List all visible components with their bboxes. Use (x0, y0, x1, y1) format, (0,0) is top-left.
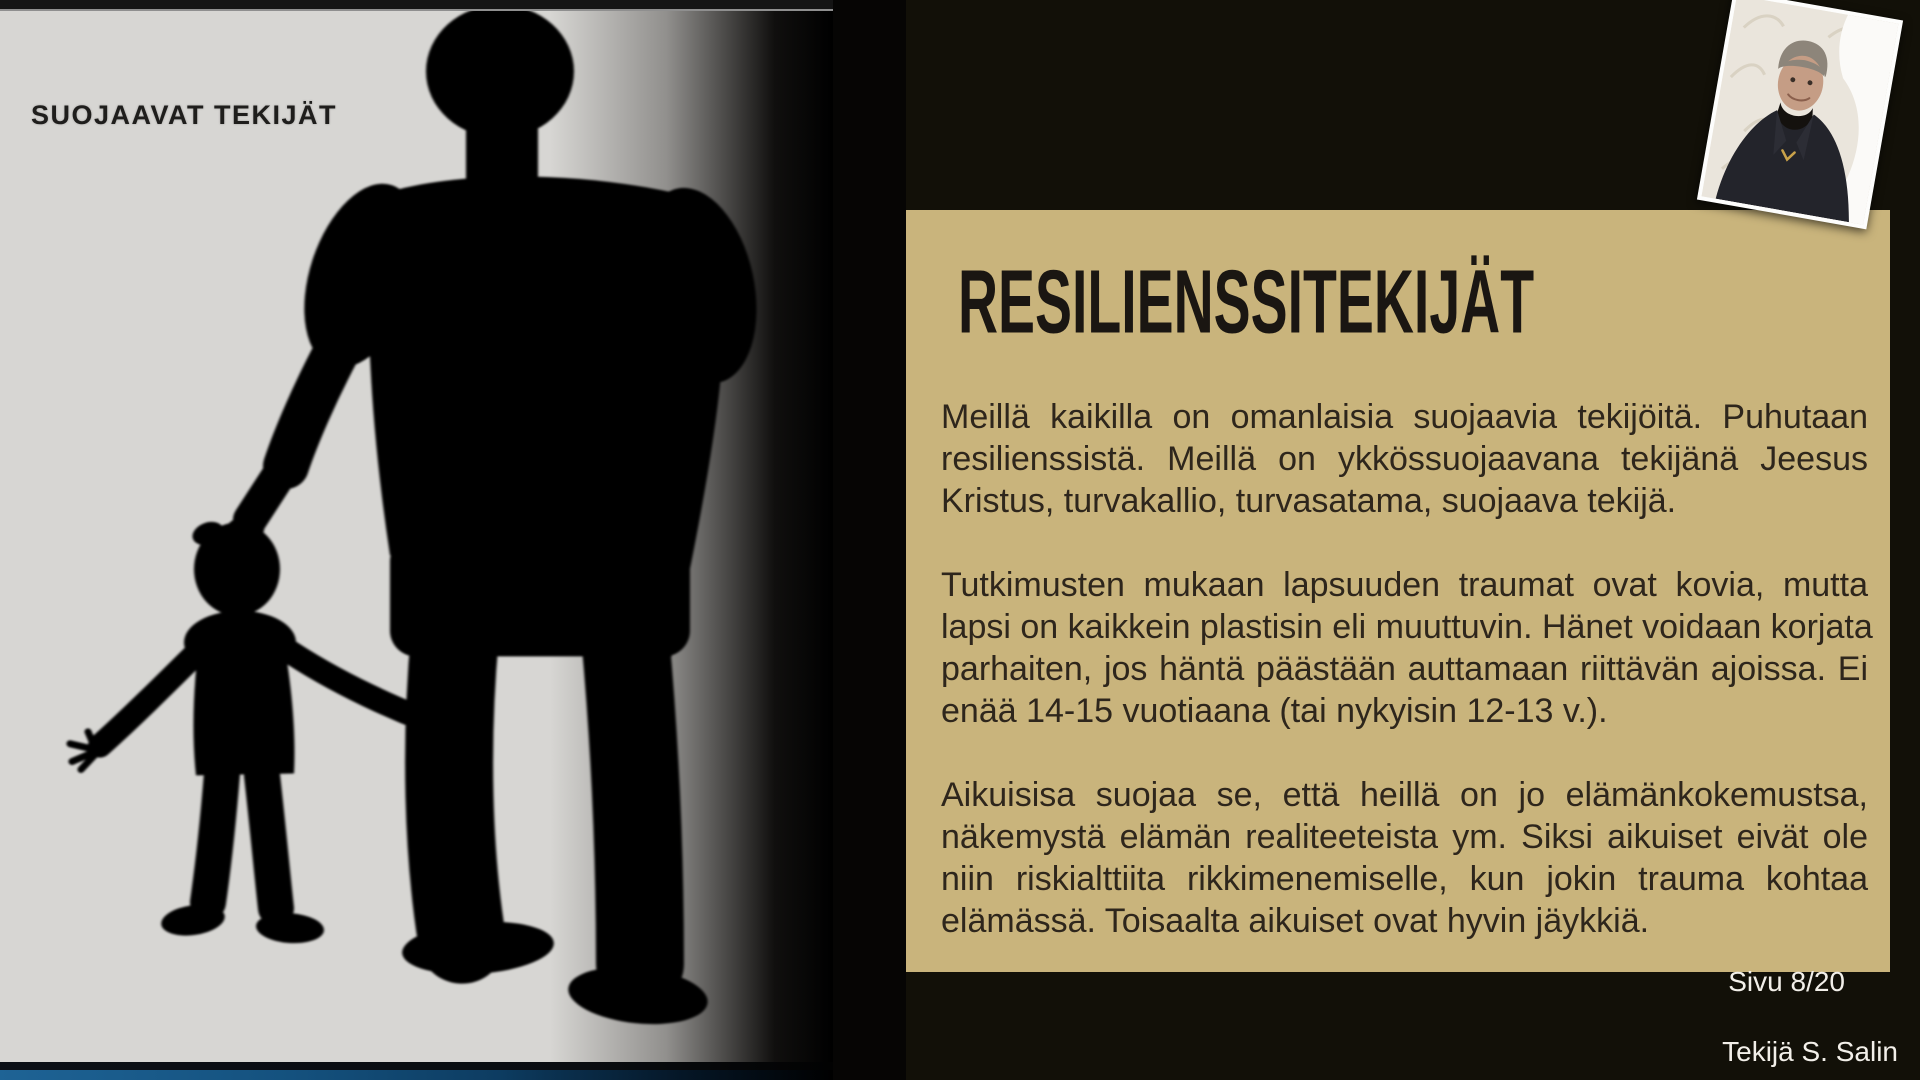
paragraph (941, 774, 1868, 942)
paragraph-line: parhaiten, jos häntä päästään auttamaan riittävän ajoissa. Ei (941, 650, 1868, 688)
page-indicator: Sivu 8/20 (1728, 966, 1845, 997)
author-photo (1697, 0, 1903, 229)
paragraph-line: Meillä kaikilla on omanlaisia suojaavia tekijöitä. Puhutaan (941, 398, 1868, 436)
paragraph-line: lapsi on kaikkein plastisin eli muuttuvin. Hänet voidaan korjata (941, 608, 1873, 646)
content-box (906, 210, 1890, 972)
left-image-caption: SUOJAAVAT TEKIJÄT (31, 100, 338, 130)
slide-title: RESILIENSSITEKIJÄT (958, 250, 1535, 352)
father-child-silhouette (0, 0, 833, 1062)
author-credit: Tekijä S. Salin (1722, 1036, 1898, 1067)
bottom-accent-bar (0, 1070, 833, 1080)
paragraph-line: niin riskialttiita rikkimenemiselle, kun jokin trauma kohtaa (941, 860, 1868, 898)
paragraphs (941, 396, 1873, 942)
paragraph-line: resilienssistä. Meillä on ykkössuojaavana tekijänä Jeesus (941, 440, 1868, 478)
paragraph (941, 396, 1868, 522)
paragraph-line: näkemystä elämän realiteeteista ym. Siksi aikuiset eivät ole (941, 818, 1868, 856)
portrait-illustration (1702, 0, 1899, 225)
paragraph-line: Aikuisisa suojaa se, että heillä on jo elämänkokemustsa, (941, 776, 1868, 814)
paragraph-line: elämässä. Toisaalta aikuiset ovat hyvin jäykkiä. (941, 902, 1650, 940)
paragraph-line: enää 14-15 vuotiaana (tai nykyisin 12-13 v.). (941, 692, 1608, 730)
image-top-edge (0, 0, 833, 11)
paragraph-line: Kristus, turvakallio, turvasatama, suojaava tekijä. (941, 482, 1677, 520)
panel-divider (833, 0, 906, 1080)
left-silhouette-image (0, 0, 833, 1062)
paragraph (941, 564, 1873, 732)
paragraph-line: Tutkimusten mukaan lapsuuden traumat ovat kovia, mutta (941, 566, 1868, 604)
bottom-dark-line (0, 1062, 833, 1070)
